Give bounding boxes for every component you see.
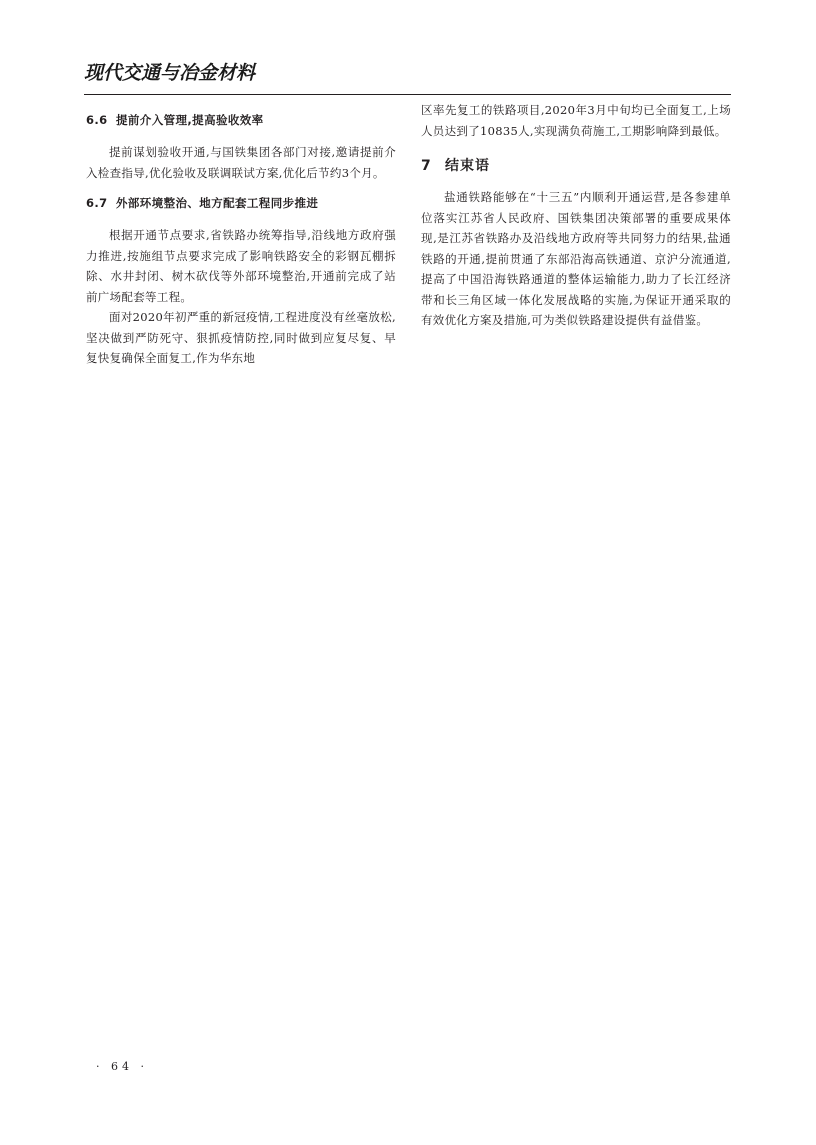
paragraph-continuation: 区率先复工的铁路项目,2020年3月中旬均已全面复工,上场人员达到了10835人,实现满负荷施工,工期影响降到最低。 <box>421 103 731 138</box>
journal-title: 现代交通与冶金材料 <box>84 62 256 84</box>
section-heading-7 <box>421 157 731 175</box>
section-number: 7 <box>421 158 432 174</box>
page-number: · 64 · <box>96 1060 148 1073</box>
section-number: 6.6 <box>86 113 108 127</box>
section-heading-6-6 <box>86 112 396 128</box>
section-number: 6.7 <box>86 196 108 210</box>
paragraph: 提前谋划验收开通,与国铁集团各部门对接,邀请提前介入检查指导,优化验收及联调联试方案,优化后节约3个月。 <box>86 145 396 180</box>
section-title: 结束语 <box>445 158 490 174</box>
left-column <box>86 100 396 369</box>
section-heading-6-7 <box>86 195 396 211</box>
header-rule <box>84 94 731 95</box>
paragraph: 盐通铁路能够在“十三五”内顺利开通运营,是各参建单位落实江苏省人民政府、国铁集团决策部署的重要成果体现,是江苏省铁路办及沿线地方政府等共同努力的结果,盐通铁路的开通,提前贯通了东部沿海高铁通道、京沪分流通道,提高了中国沿海铁路通道的整体运输能力,助力了长江经济带和长三角区域一体化发展战略的实施,为保证开通采取的有效优化方案及措施,可为类似铁路建设提供有益借鉴。 <box>421 190 731 327</box>
right-column <box>421 100 731 331</box>
paragraph: 面对2020年初严重的新冠疫情,工程进度没有丝毫放松,坚决做到严防死守、狠抓疫情防控,同时做到应复尽复、早复快复确保全面复工,作为华东地 <box>86 310 396 365</box>
section-title: 提前介入管理,提高验收效率 <box>116 113 264 127</box>
section-title: 外部环境整治、地方配套工程同步推进 <box>116 196 319 210</box>
paragraph: 根据开通节点要求,省铁路办统筹指导,沿线地方政府强力推进,按施组节点要求完成了影响铁路安全的彩钢瓦棚拆除、水井封闭、树木砍伐等外部环境整治,开通前完成了站前广场配套等工程。 <box>86 228 396 304</box>
